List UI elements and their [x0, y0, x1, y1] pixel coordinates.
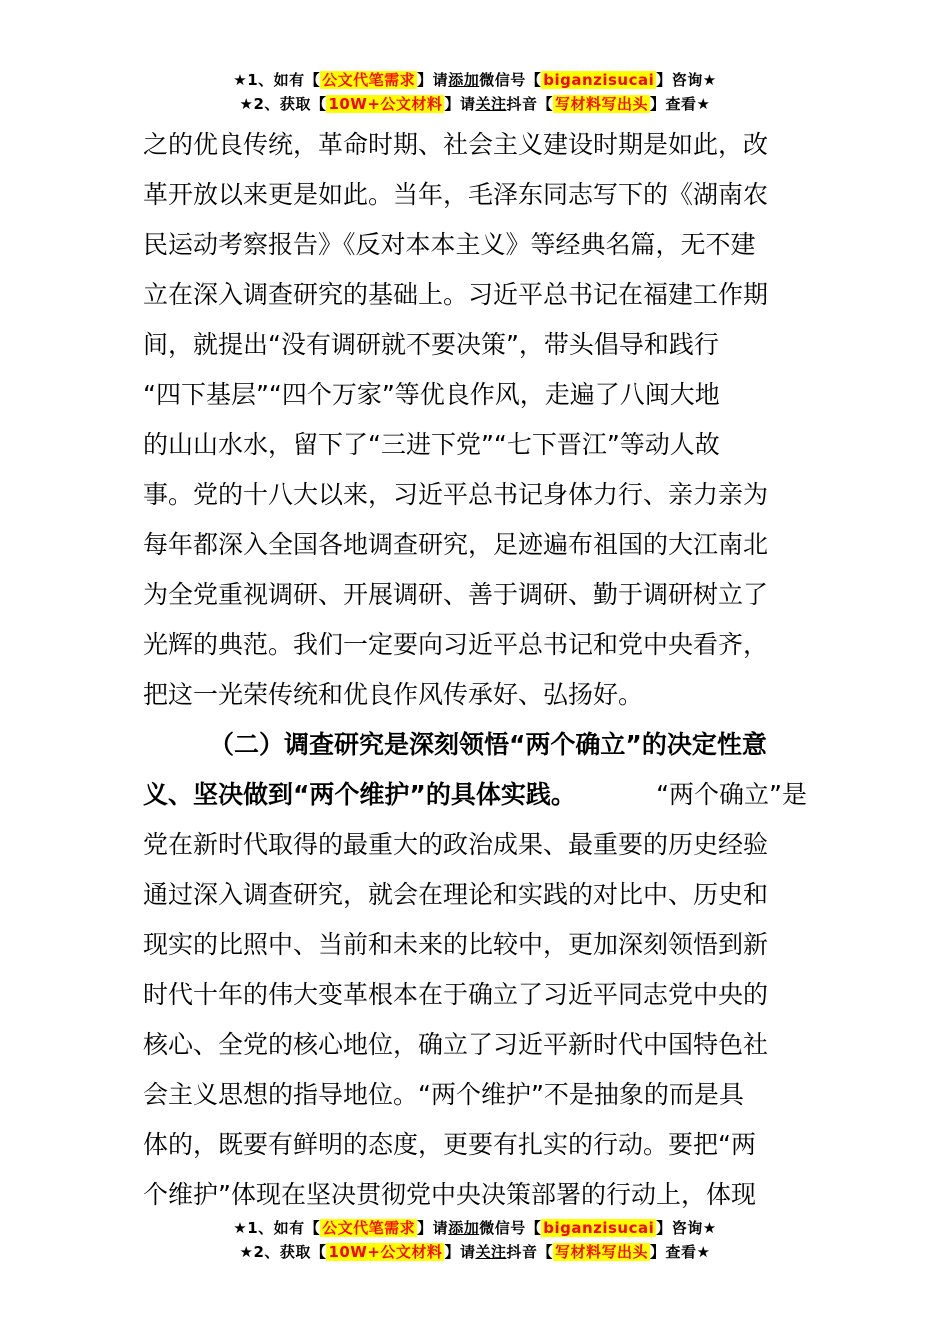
body-line: [143, 220, 807, 270]
notice-text: 】请: [417, 71, 449, 89]
notice-underlined: 添加: [448, 71, 480, 89]
body-line: [143, 520, 807, 570]
body-line: [143, 820, 807, 870]
line-text: 光辉的典范。我们一定要向习近平总书记和党中央看齐，: [143, 630, 769, 659]
notice-line-1: [0, 1216, 950, 1240]
notice-highlight: 公文代笔需求: [322, 71, 416, 89]
line-text: 立在深入调查研究的基础上。习近平总书记在福建工作期: [143, 280, 769, 309]
body-line: [143, 1120, 807, 1170]
notice-line-2: [0, 1240, 950, 1264]
body-line: [143, 370, 807, 420]
notice-text: 微信号【: [479, 71, 542, 89]
line-text: 为全党重视调研、开展调研、善于调研、勤于调研树立了: [143, 580, 769, 609]
notice-text: 】查看★: [650, 95, 711, 113]
notice-highlight: biganzisucai: [543, 1219, 655, 1237]
line-text: 革开放以来更是如此。当年，毛泽东同志写下的《湖南农: [143, 180, 769, 209]
notice-text: 】咨询★: [656, 1219, 717, 1237]
section-heading: [143, 720, 807, 770]
line-text: 之的优良传统，革命时期、社会主义建设时期是如此，改: [143, 130, 769, 159]
body-line: [143, 470, 807, 520]
line-text: 党在新时代取得的最重大的政治成果、最重要的历史经验: [143, 830, 769, 859]
notice-text: 微信号【: [479, 1219, 542, 1237]
notice-highlight: 写材料写出头: [554, 1243, 648, 1261]
line-text: 的山山水水，留下了“三进下党”“七下晋江”等动人故: [143, 430, 720, 459]
body-line: [143, 570, 807, 620]
notice-text: 】请: [417, 1219, 449, 1237]
notice-highlight: 10W+公文材料: [328, 95, 443, 113]
document-body: [143, 120, 807, 1220]
section-heading-cont: [143, 770, 807, 820]
line-text: 体的，既要有鲜明的态度，更要有扎实的行动。要把“两: [143, 1130, 756, 1159]
body-line: [143, 320, 807, 370]
notice-text: 抖音【: [506, 95, 553, 113]
line-text: 把这一光荣传统和优良作风传承好、弘扬好。: [143, 680, 644, 709]
promo-notice-top: [0, 68, 950, 116]
notice-text: 】请: [444, 95, 476, 113]
body-line: [143, 270, 807, 320]
notice-highlight: 公文代笔需求: [322, 1219, 416, 1237]
body-line: [143, 670, 807, 720]
notice-text: ★1、如有【: [233, 71, 321, 89]
notice-text: ★1、如有【: [233, 1219, 321, 1237]
heading-text: （二）调查研究是深刻领悟“两个确立”的决定性意: [209, 730, 767, 759]
line-text: “四下基层”“四个万家”等优良作风，走遍了八闽大地: [143, 380, 720, 409]
body-line: [143, 1020, 807, 1070]
line-text: 通过深入调查研究，就会在理论和实践的对比中、历史和: [143, 880, 769, 909]
body-line: [143, 170, 807, 220]
notice-text: 】请: [444, 1243, 476, 1261]
line-text: “两个确立”是: [656, 780, 807, 809]
line-text: 间，就提出“没有调研就不要决策”，带头倡导和践行: [143, 330, 719, 359]
line-text: 会主义思想的指导地位。“两个维护”不是抽象的而是具: [143, 1080, 744, 1109]
line-text: 每年都深入全国各地调查研究，足迹遍布祖国的大江南北: [143, 530, 769, 559]
notice-line-2: [0, 92, 950, 116]
notice-text: 】咨询★: [656, 71, 717, 89]
notice-text: 抖音【: [506, 1243, 553, 1261]
line-text: 民运动考察报告》《反对本本主义》等经典名篇，无不建: [143, 230, 756, 259]
promo-notice-bottom: [0, 1216, 950, 1264]
body-line: [143, 620, 807, 670]
body-line: [143, 870, 807, 920]
line-text: 现实的比照中、当前和未来的比较中，更加深刻领悟到新: [143, 930, 769, 959]
notice-highlight: 写材料写出头: [554, 95, 648, 113]
notice-text: 】查看★: [650, 1243, 711, 1261]
body-line: [143, 420, 807, 470]
line-text: 事。党的十八大以来，习近平总书记身体力行、亲力亲为: [143, 480, 769, 509]
notice-line-1: [0, 68, 950, 92]
line-text: 核心、全党的核心地位，确立了习近平新时代中国特色社: [143, 1030, 769, 1059]
line-text: 个维护”体现在坚决贯彻党中央决策部署的行动上，体现: [143, 1180, 756, 1209]
body-line: [143, 970, 807, 1020]
notice-underlined: 关注: [475, 1243, 507, 1261]
notice-underlined: 关注: [475, 95, 507, 113]
line-text: 时代十年的伟大变革根本在于确立了习近平同志党中央的: [143, 980, 769, 1009]
notice-text: ★2、获取【: [239, 95, 327, 113]
notice-underlined: 添加: [448, 1219, 480, 1237]
body-line: [143, 920, 807, 970]
heading-text: 义、坚决做到“两个维护”的具体实践。: [143, 780, 576, 809]
body-line: [143, 1170, 807, 1220]
notice-highlight: 10W+公文材料: [328, 1243, 443, 1261]
notice-text: ★2、获取【: [239, 1243, 327, 1261]
body-line: [143, 1070, 807, 1120]
body-line: [143, 120, 807, 170]
notice-highlight: biganzisucai: [543, 71, 655, 89]
